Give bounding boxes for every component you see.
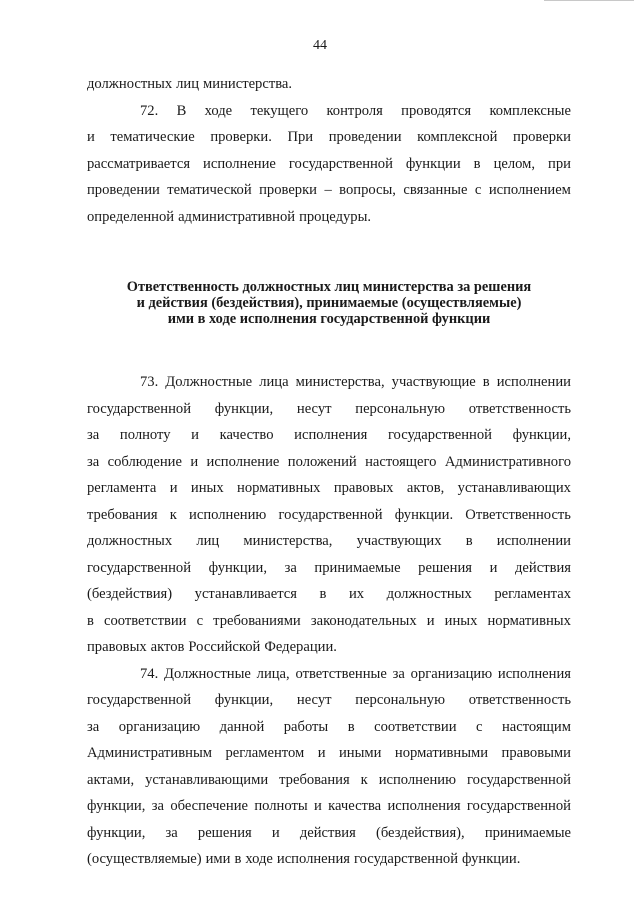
word: за bbox=[165, 824, 178, 841]
word: Должностные bbox=[164, 665, 251, 682]
word: должностных bbox=[87, 533, 173, 549]
word: решения bbox=[418, 559, 472, 576]
word: – bbox=[324, 182, 332, 198]
word: Ответственность bbox=[465, 506, 571, 523]
word: полноту bbox=[119, 427, 171, 443]
word: исполнением bbox=[488, 182, 571, 198]
paragraph-p72 bbox=[87, 98, 571, 231]
word: функции, bbox=[208, 559, 267, 576]
text-line bbox=[87, 714, 571, 741]
word: устанавливается bbox=[194, 586, 297, 602]
word: с bbox=[196, 612, 204, 629]
word: исполнении bbox=[496, 374, 571, 390]
word: обеспечение bbox=[170, 798, 248, 814]
word: персональную bbox=[355, 400, 445, 417]
text-line bbox=[87, 124, 571, 151]
word: исполнения bbox=[387, 798, 461, 814]
word: функции. bbox=[462, 851, 521, 867]
word: государственной bbox=[387, 427, 492, 443]
word: государственной bbox=[466, 771, 571, 788]
word: ответственность bbox=[468, 400, 571, 417]
word: функции bbox=[405, 155, 461, 172]
word: соблюдение bbox=[107, 453, 182, 470]
word: исполнения bbox=[497, 665, 571, 682]
word: исполнение bbox=[206, 453, 280, 470]
word: положений bbox=[287, 453, 357, 470]
word: в bbox=[234, 851, 242, 867]
word: действия bbox=[299, 824, 356, 841]
text-line bbox=[87, 846, 571, 873]
word: законодательных bbox=[310, 612, 417, 629]
word: нормативными bbox=[394, 745, 489, 761]
word: за bbox=[87, 718, 100, 735]
word: проводятся bbox=[401, 102, 472, 119]
page-number: 44 bbox=[313, 38, 327, 53]
word: проверки. bbox=[210, 129, 272, 145]
word: исполнение bbox=[203, 155, 276, 172]
word: нормативных bbox=[237, 480, 321, 496]
word: в bbox=[319, 586, 327, 602]
word: ими bbox=[205, 851, 231, 867]
word: правовых bbox=[87, 639, 147, 655]
word: функции, bbox=[512, 427, 571, 443]
word: (осуществляемые) bbox=[87, 851, 202, 867]
word: государственной bbox=[278, 506, 383, 523]
word: 74. bbox=[140, 665, 159, 682]
word: за bbox=[87, 427, 100, 443]
word: регламентах bbox=[494, 586, 571, 602]
word: и bbox=[426, 612, 435, 629]
text-line bbox=[87, 793, 571, 820]
word: участвующих bbox=[356, 533, 442, 549]
word: Административным bbox=[87, 745, 212, 761]
word: комплексной bbox=[417, 129, 498, 145]
word: данной bbox=[219, 718, 265, 735]
word: ходе bbox=[245, 851, 273, 867]
word: решения bbox=[197, 824, 252, 841]
section-title-line: ими в ходе исполнения государственной функции bbox=[167, 311, 491, 327]
word: связанные bbox=[403, 182, 468, 198]
word: требованиями bbox=[213, 612, 301, 629]
word: В bbox=[176, 102, 187, 119]
word: актами, bbox=[87, 771, 135, 788]
text-line bbox=[87, 767, 571, 794]
word: должностных bbox=[386, 586, 472, 602]
text-line bbox=[87, 634, 571, 661]
word: актов bbox=[150, 639, 185, 655]
word: и bbox=[317, 745, 326, 761]
word: в bbox=[473, 155, 481, 172]
word: их bbox=[348, 586, 365, 602]
word: рассматривается bbox=[87, 155, 191, 172]
text-line bbox=[87, 204, 571, 231]
word: в bbox=[347, 718, 355, 735]
text-line bbox=[87, 820, 571, 847]
word: регламента bbox=[87, 480, 157, 496]
word: проверки bbox=[513, 129, 571, 145]
section-title bbox=[87, 279, 571, 327]
word: и bbox=[271, 824, 280, 841]
word: и bbox=[191, 427, 199, 443]
word: исполнения bbox=[276, 851, 350, 867]
paragraph-p73 bbox=[87, 369, 571, 661]
word: качества bbox=[328, 798, 382, 814]
word: правовых bbox=[333, 480, 394, 496]
word: лица bbox=[259, 374, 289, 390]
word: и bbox=[190, 453, 199, 470]
word: организацию bbox=[410, 665, 493, 682]
word: принимаемые bbox=[484, 824, 571, 841]
word: за bbox=[151, 798, 164, 814]
word: иными bbox=[338, 745, 382, 761]
word: проведении bbox=[328, 129, 402, 145]
word: правовыми bbox=[501, 745, 571, 761]
word: исполнению bbox=[189, 506, 267, 523]
word: министерства, bbox=[295, 374, 385, 390]
word: (бездействия), bbox=[375, 824, 465, 841]
word: При bbox=[287, 129, 314, 145]
word: исполнении bbox=[496, 533, 571, 549]
word: соответствии bbox=[104, 612, 187, 629]
document-body bbox=[87, 71, 571, 873]
word: нормативных bbox=[487, 612, 571, 629]
word: функции. bbox=[394, 506, 454, 523]
word: текущего bbox=[250, 102, 309, 119]
word: и bbox=[87, 129, 95, 145]
word: тематической bbox=[167, 182, 252, 198]
word: требования bbox=[87, 506, 158, 523]
section-title-line: Ответственность должностных лиц министерства за решения bbox=[126, 279, 532, 295]
word: за bbox=[87, 453, 100, 470]
word: министерства. bbox=[203, 76, 293, 92]
word: государственной bbox=[87, 559, 192, 576]
word: с bbox=[476, 718, 483, 735]
word: к bbox=[169, 506, 177, 523]
word: функции, bbox=[87, 798, 146, 814]
word: проведении bbox=[87, 182, 160, 198]
word: исполнению bbox=[378, 771, 456, 788]
word: проверки bbox=[259, 182, 317, 198]
word: полноты bbox=[254, 798, 308, 814]
paragraphs-after-title bbox=[87, 369, 571, 873]
word: качество bbox=[219, 427, 274, 443]
word: вопросы, bbox=[339, 182, 396, 198]
word: регламентом bbox=[225, 745, 305, 761]
word: и bbox=[169, 480, 178, 496]
text-line bbox=[87, 555, 571, 582]
word: Административного bbox=[444, 453, 571, 470]
word: Федерации. bbox=[264, 639, 337, 655]
word: целом, bbox=[493, 155, 536, 172]
text-line bbox=[87, 528, 571, 555]
word: за bbox=[392, 665, 405, 682]
text-line bbox=[87, 71, 571, 98]
text-line bbox=[87, 177, 571, 204]
word: актов, bbox=[406, 480, 445, 496]
text-line bbox=[87, 449, 571, 476]
text-line bbox=[87, 98, 571, 125]
word: организацию bbox=[118, 718, 201, 735]
word: должностных bbox=[87, 76, 173, 92]
word: несут bbox=[296, 400, 332, 417]
word: персональную bbox=[355, 692, 445, 708]
word: требования bbox=[279, 771, 350, 788]
word: и bbox=[313, 798, 322, 814]
word: настоящего bbox=[365, 453, 437, 470]
word: государственной bbox=[288, 155, 393, 172]
word: при bbox=[548, 155, 571, 172]
word: ответственность bbox=[468, 692, 571, 708]
word: тематические bbox=[110, 129, 195, 145]
text-line bbox=[87, 581, 571, 608]
word: в bbox=[87, 612, 94, 629]
text-line bbox=[87, 369, 571, 396]
word: лиц bbox=[176, 76, 200, 92]
word: действия bbox=[515, 559, 571, 576]
text-line bbox=[87, 740, 571, 767]
scan-edge-mark bbox=[544, 0, 634, 3]
word: Российской bbox=[188, 639, 261, 655]
text-line bbox=[87, 608, 571, 635]
word: административной bbox=[178, 208, 296, 225]
paragraph-p74 bbox=[87, 661, 571, 873]
text-line bbox=[87, 475, 571, 502]
paragraph-p-cont bbox=[87, 71, 571, 98]
word: функции, bbox=[87, 824, 146, 841]
word: 73. bbox=[140, 374, 159, 390]
word: в bbox=[482, 374, 490, 390]
word: иных bbox=[444, 612, 478, 629]
word: в bbox=[465, 533, 473, 549]
word: государственной bbox=[466, 798, 571, 814]
text-line bbox=[87, 151, 571, 178]
word: (бездействия) bbox=[87, 586, 173, 602]
word: настоящим bbox=[501, 718, 571, 735]
word: устанавливающих bbox=[457, 480, 571, 496]
word: за bbox=[284, 559, 297, 576]
word: процедуры. bbox=[299, 208, 372, 225]
word: функции, bbox=[214, 692, 274, 708]
word: государственной bbox=[354, 851, 459, 867]
section-title-line: и действия (бездействия), принимаемые (осуществляемые) bbox=[136, 295, 522, 311]
word: лиц bbox=[196, 533, 220, 549]
word: государственной bbox=[87, 400, 192, 417]
text-line bbox=[87, 396, 571, 423]
word: государственной bbox=[87, 692, 192, 708]
word: участвующие bbox=[391, 374, 476, 390]
word: с bbox=[474, 182, 482, 198]
word: министерства, bbox=[243, 533, 333, 549]
word: 72. bbox=[140, 102, 159, 119]
paragraphs-before-title bbox=[87, 71, 571, 230]
word: устанавливающими bbox=[145, 771, 269, 788]
word: контроля bbox=[326, 102, 383, 119]
word: ответственные bbox=[295, 665, 387, 682]
word: и bbox=[489, 559, 498, 576]
word: соответствии bbox=[374, 718, 457, 735]
word: работы bbox=[283, 718, 329, 735]
word: принимаемые bbox=[314, 559, 401, 576]
word: Должностные bbox=[165, 374, 253, 390]
text-line bbox=[87, 502, 571, 529]
word: функции, bbox=[214, 400, 274, 417]
word: несут bbox=[296, 692, 332, 708]
word: к bbox=[360, 771, 368, 788]
word: определенной bbox=[87, 208, 175, 225]
word: исполнения bbox=[294, 427, 368, 443]
word: иных bbox=[190, 480, 224, 496]
word: комплексные bbox=[489, 102, 571, 119]
text-line bbox=[87, 687, 571, 714]
word: ходе bbox=[204, 102, 233, 119]
word: лица, bbox=[256, 665, 290, 682]
text-line bbox=[87, 661, 571, 688]
text-line bbox=[87, 422, 571, 449]
